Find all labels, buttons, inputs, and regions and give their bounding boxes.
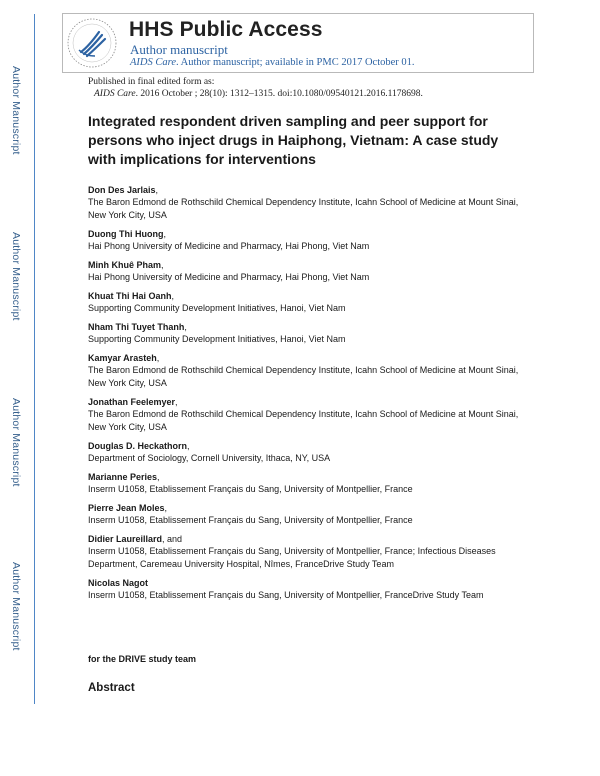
availability-note xyxy=(130,57,415,68)
author-name-text: Douglas D. Heckathorn xyxy=(88,441,188,451)
author-affiliation: The Baron Edmond de Rothschild Chemical Dependency Institute, Icahn School of Medicine at Mount Sinai, New York City, USA xyxy=(88,197,519,220)
author-manuscript-subtitle: Author manuscript xyxy=(130,42,228,57)
author-name-suffix: , xyxy=(164,503,168,513)
author-name-suffix: , xyxy=(175,397,178,407)
author-name-suffix: , xyxy=(161,260,164,270)
author-name xyxy=(88,577,528,589)
author-name-suffix: , xyxy=(184,322,187,332)
author-name xyxy=(88,502,528,514)
abstract-heading: Abstract xyxy=(88,682,135,694)
citation-details: . 2016 October ; 28(10): 1312–1315. doi:10.1080/09540121.2016.1178698. xyxy=(135,89,423,99)
sidebar-label: Author Manuscript xyxy=(10,66,22,155)
citation xyxy=(88,88,423,100)
author-affiliation: Hai Phong University of Medicine and Pharmacy, Hai Phong, Viet Nam xyxy=(88,272,370,282)
author-name xyxy=(88,396,528,408)
journal-name: AIDS Care xyxy=(130,57,176,68)
article-title: Integrated respondent driven sampling and peer support for persons who inject drugs in Haiphong, Vietnam: A case study with implications for interventions xyxy=(88,113,499,167)
author-affiliation: Inserm U1058, Etablissement Français du Sang, University of Montpellier, France; Infectious Diseases Department, Caremeau University Hospital, Nîmes, FranceDrive Study Team xyxy=(88,546,496,569)
author-name xyxy=(88,471,528,483)
author-name-text: Minh Khuê Pham xyxy=(88,260,162,270)
author-name-suffix: , xyxy=(187,441,190,451)
author-entry xyxy=(88,321,528,346)
author-name-suffix: , xyxy=(155,185,159,195)
sidebar-label: Author Manuscript xyxy=(10,562,22,651)
author-name-suffix: , xyxy=(157,472,160,482)
author-manuscript-sidebar xyxy=(0,0,36,700)
sidebar-divider xyxy=(34,14,35,704)
author-entry xyxy=(88,577,528,602)
author-name-text: Marianne Peries xyxy=(88,472,158,482)
author-entry xyxy=(88,471,528,496)
author-name-suffix: , xyxy=(156,353,160,363)
hhs-public-access-title: HHS Public Access xyxy=(129,18,323,41)
author-entry xyxy=(88,352,528,390)
author-name xyxy=(88,228,528,240)
author-name-suffix: , xyxy=(163,229,166,239)
author-affiliation: Supporting Community Development Initiatives, Hanoi, Viet Nam xyxy=(88,303,346,313)
author-affiliation: Inserm U1058, Etablissement Français du Sang, University of Montpellier, FranceDrive Study Team xyxy=(88,590,484,600)
sidebar-label: Author Manuscript xyxy=(10,232,22,321)
author-name-text: Jonathan Feelemyer xyxy=(88,397,176,407)
author-name xyxy=(88,352,528,364)
author-name xyxy=(88,184,528,196)
author-name xyxy=(88,259,528,271)
author-entry xyxy=(88,396,528,434)
author-name-text: Didier Laureillard xyxy=(88,534,163,544)
author-affiliation: Inserm U1058, Etablissement Français du Sang, University of Montpellier, France xyxy=(88,515,413,525)
author-name xyxy=(88,321,528,333)
author-affiliation: Hai Phong University of Medicine and Pharmacy, Hai Phong, Viet Nam xyxy=(88,241,370,251)
author-affiliation: Inserm U1058, Etablissement Français du Sang, University of Montpellier, France xyxy=(88,484,413,494)
author-name xyxy=(88,440,528,452)
author-name-text: Kamyar Arasteh xyxy=(88,353,157,363)
availability-text: . Author manuscript; available in PMC 2017 October 01. xyxy=(175,57,415,68)
author-list xyxy=(88,184,528,608)
author-entry xyxy=(88,502,528,527)
author-name xyxy=(88,290,528,302)
author-entry xyxy=(88,184,528,222)
author-affiliation: The Baron Edmond de Rothschild Chemical Dependency Institute, Icahn School of Medicine at Mount Sinai, New York City, USA xyxy=(88,365,519,388)
author-entry xyxy=(88,259,528,284)
author-entry xyxy=(88,533,528,571)
author-name-text: Don Des Jarlais xyxy=(88,185,156,195)
author-name-suffix: , xyxy=(171,291,175,301)
author-name-suffix: , and xyxy=(162,534,183,544)
author-entry xyxy=(88,290,528,315)
author-name-text: Khuat Thi Hai Oanh xyxy=(88,291,172,301)
author-entry xyxy=(88,228,528,253)
published-in-label: Published in final edited form as: xyxy=(88,77,215,87)
sidebar-label: Author Manuscript xyxy=(10,398,22,487)
author-name-text: Nicolas Nagot xyxy=(88,578,149,588)
author-affiliation: Department of Sociology, Cornell University, Ithaca, NY, USA xyxy=(88,453,331,463)
hhs-header xyxy=(62,13,534,73)
hhs-eagle-logo-icon xyxy=(65,16,119,70)
publication-info xyxy=(88,76,423,100)
author-name-text: Nham Thi Tuyet Thanh xyxy=(88,322,185,332)
author-name-text: Pierre Jean Moles xyxy=(88,503,165,513)
author-affiliation: Supporting Community Development Initiatives, Hanoi, Viet Nam xyxy=(88,334,346,344)
author-name xyxy=(88,533,528,545)
author-entry xyxy=(88,440,528,465)
study-team-line: for the DRIVE study team xyxy=(88,654,197,664)
author-name-text: Duong Thi Huong xyxy=(88,229,164,239)
citation-journal: AIDS Care xyxy=(94,89,136,99)
author-affiliation: The Baron Edmond de Rothschild Chemical Dependency Institute, Icahn School of Medicine at Mount Sinai, New York City, USA xyxy=(88,409,519,432)
